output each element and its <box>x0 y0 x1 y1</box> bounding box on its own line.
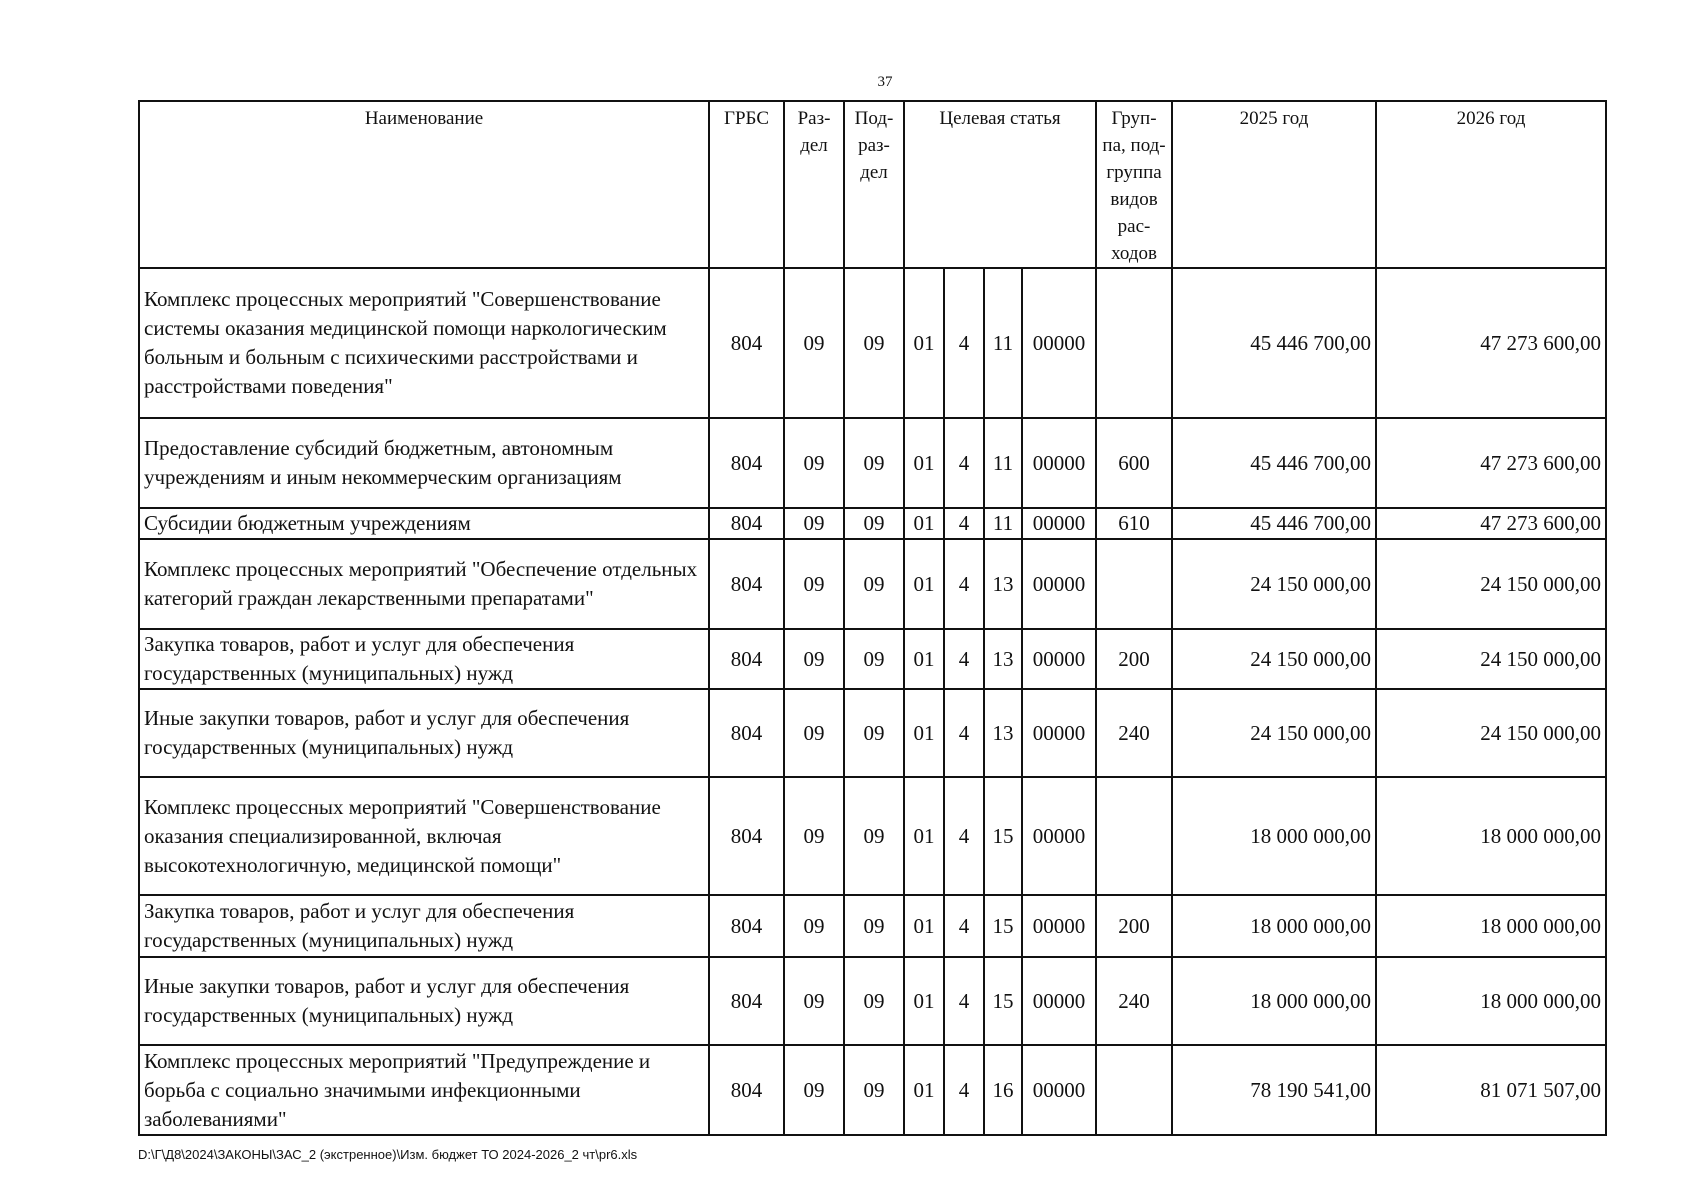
cell-amount-2026: 24 150 000,00 <box>1376 629 1606 689</box>
cell-target-program: 01 <box>904 957 944 1045</box>
cell-target-structure: 11 <box>984 268 1022 418</box>
cell-target-structure: 11 <box>984 418 1022 508</box>
cell-podrazdel: 09 <box>844 1045 904 1135</box>
cell-target-direction: 00000 <box>1022 957 1096 1045</box>
cell-target-type: 4 <box>944 689 984 777</box>
cell-target-program: 01 <box>904 689 944 777</box>
cell-name: Комплекс процессных мероприятий "Совершенствование системы оказания медицинской помощи наркологическим больным и больным с психическими расстройствами и расстройствами поведения" <box>139 268 709 418</box>
cell-podrazdel: 09 <box>844 629 904 689</box>
table-row <box>139 508 1606 539</box>
cell-amount-2025: 45 446 700,00 <box>1172 418 1376 508</box>
cell-expense-group <box>1096 268 1172 418</box>
cell-target-direction: 00000 <box>1022 777 1096 895</box>
cell-podrazdel: 09 <box>844 777 904 895</box>
cell-target-type: 4 <box>944 957 984 1045</box>
cell-target-structure: 13 <box>984 539 1022 629</box>
cell-amount-2025: 45 446 700,00 <box>1172 268 1376 418</box>
cell-name: Комплекс процессных мероприятий "Совершенствование оказания специализированной, включая высокотехнологичную, медицинской помощи" <box>139 777 709 895</box>
cell-podrazdel: 09 <box>844 539 904 629</box>
cell-target-program: 01 <box>904 418 944 508</box>
cell-amount-2026: 81 071 507,00 <box>1376 1045 1606 1135</box>
cell-expense-group <box>1096 777 1172 895</box>
table-row <box>139 957 1606 1045</box>
cell-razdel: 09 <box>784 957 844 1045</box>
cell-amount-2026: 18 000 000,00 <box>1376 895 1606 957</box>
cell-target-structure: 13 <box>984 629 1022 689</box>
header-grbs: ГРБС <box>709 101 784 268</box>
cell-target-type: 4 <box>944 777 984 895</box>
cell-target-type: 4 <box>944 629 984 689</box>
cell-target-direction: 00000 <box>1022 539 1096 629</box>
cell-amount-2026: 18 000 000,00 <box>1376 957 1606 1045</box>
cell-amount-2025: 24 150 000,00 <box>1172 689 1376 777</box>
cell-target-structure: 15 <box>984 957 1022 1045</box>
cell-razdel: 09 <box>784 268 844 418</box>
cell-target-structure: 16 <box>984 1045 1022 1135</box>
cell-amount-2025: 18 000 000,00 <box>1172 895 1376 957</box>
cell-razdel: 09 <box>784 629 844 689</box>
cell-target-direction: 00000 <box>1022 895 1096 957</box>
header-target-article: Целевая статья <box>904 101 1096 268</box>
cell-target-type: 4 <box>944 268 984 418</box>
cell-amount-2025: 18 000 000,00 <box>1172 957 1376 1045</box>
table-row <box>139 539 1606 629</box>
cell-target-type: 4 <box>944 539 984 629</box>
cell-target-structure: 11 <box>984 508 1022 539</box>
cell-amount-2025: 78 190 541,00 <box>1172 1045 1376 1135</box>
cell-grbs: 804 <box>709 777 784 895</box>
cell-amount-2026: 47 273 600,00 <box>1376 508 1606 539</box>
table-header-row <box>139 101 1606 268</box>
cell-amount-2026: 24 150 000,00 <box>1376 689 1606 777</box>
cell-grbs: 804 <box>709 268 784 418</box>
cell-amount-2025: 18 000 000,00 <box>1172 777 1376 895</box>
cell-grbs: 804 <box>709 539 784 629</box>
table-row <box>139 418 1606 508</box>
cell-podrazdel: 09 <box>844 895 904 957</box>
cell-target-program: 01 <box>904 1045 944 1135</box>
cell-expense-group: 240 <box>1096 957 1172 1045</box>
cell-name: Закупка товаров, работ и услуг для обеспечения государственных (муниципальных) нужд <box>139 629 709 689</box>
cell-razdel: 09 <box>784 1045 844 1135</box>
cell-amount-2026: 47 273 600,00 <box>1376 418 1606 508</box>
cell-expense-group: 200 <box>1096 895 1172 957</box>
cell-amount-2026: 18 000 000,00 <box>1376 777 1606 895</box>
cell-amount-2025: 24 150 000,00 <box>1172 539 1376 629</box>
cell-razdel: 09 <box>784 777 844 895</box>
header-podrazdel: Под- раз- дел <box>844 101 904 268</box>
cell-target-program: 01 <box>904 777 944 895</box>
header-name: Наименование <box>139 101 709 268</box>
cell-podrazdel: 09 <box>844 957 904 1045</box>
cell-name: Комплекс процессных мероприятий "Обеспечение отдельных категорий граждан лекарственными препаратами" <box>139 539 709 629</box>
cell-name: Иные закупки товаров, работ и услуг для обеспечения государственных (муниципальных) нужд <box>139 689 709 777</box>
table-row <box>139 895 1606 957</box>
cell-target-type: 4 <box>944 418 984 508</box>
cell-target-type: 4 <box>944 508 984 539</box>
budget-table <box>138 100 1607 1136</box>
cell-target-type: 4 <box>944 1045 984 1135</box>
cell-grbs: 804 <box>709 689 784 777</box>
cell-amount-2025: 45 446 700,00 <box>1172 508 1376 539</box>
table-row <box>139 689 1606 777</box>
cell-target-structure: 15 <box>984 895 1022 957</box>
cell-target-program: 01 <box>904 539 944 629</box>
header-year-2025: 2025 год <box>1172 101 1376 268</box>
cell-expense-group: 240 <box>1096 689 1172 777</box>
cell-razdel: 09 <box>784 539 844 629</box>
cell-podrazdel: 09 <box>844 418 904 508</box>
table-row <box>139 629 1606 689</box>
cell-podrazdel: 09 <box>844 268 904 418</box>
cell-target-program: 01 <box>904 268 944 418</box>
header-year-2026: 2026 год <box>1376 101 1606 268</box>
header-expense-group: Груп- па, под- группа видов рас- ходов <box>1096 101 1172 268</box>
table-row <box>139 1045 1606 1135</box>
cell-grbs: 804 <box>709 895 784 957</box>
cell-expense-group: 600 <box>1096 418 1172 508</box>
cell-name: Комплекс процессных мероприятий "Предупреждение и борьба с социально значимыми инфекционными заболеваниями" <box>139 1045 709 1135</box>
cell-target-direction: 00000 <box>1022 629 1096 689</box>
cell-razdel: 09 <box>784 895 844 957</box>
cell-target-direction: 00000 <box>1022 689 1096 777</box>
page-number: 37 <box>877 74 893 90</box>
cell-grbs: 804 <box>709 418 784 508</box>
cell-expense-group: 610 <box>1096 508 1172 539</box>
cell-target-direction: 00000 <box>1022 418 1096 508</box>
cell-razdel: 09 <box>784 508 844 539</box>
cell-grbs: 804 <box>709 508 784 539</box>
cell-target-direction: 00000 <box>1022 268 1096 418</box>
cell-name: Предоставление субсидий бюджетным, автономным учреждениям и иным некоммерческим организациям <box>139 418 709 508</box>
cell-target-program: 01 <box>904 508 944 539</box>
cell-target-program: 01 <box>904 895 944 957</box>
header-razdel: Раз- дел <box>784 101 844 268</box>
cell-grbs: 804 <box>709 629 784 689</box>
cell-amount-2025: 24 150 000,00 <box>1172 629 1376 689</box>
cell-target-program: 01 <box>904 629 944 689</box>
cell-target-structure: 13 <box>984 689 1022 777</box>
table-body <box>139 268 1606 1135</box>
cell-target-type: 4 <box>944 895 984 957</box>
cell-target-direction: 00000 <box>1022 1045 1096 1135</box>
cell-grbs: 804 <box>709 1045 784 1135</box>
cell-target-direction: 00000 <box>1022 508 1096 539</box>
cell-podrazdel: 09 <box>844 689 904 777</box>
cell-target-structure: 15 <box>984 777 1022 895</box>
cell-expense-group <box>1096 1045 1172 1135</box>
cell-name: Субсидии бюджетным учреждениям <box>139 508 709 539</box>
cell-expense-group <box>1096 539 1172 629</box>
cell-name: Иные закупки товаров, работ и услуг для обеспечения государственных (муниципальных) нужд <box>139 957 709 1045</box>
cell-podrazdel: 09 <box>844 508 904 539</box>
cell-razdel: 09 <box>784 689 844 777</box>
file-path-footer: D:\Г\Д8\2024\ЗАКОНЫ\ЗАС_2 (экстренное)\Изм. бюджет ТО 2024-2026_2 чт\pr6.xls <box>138 1147 638 1162</box>
cell-name: Закупка товаров, работ и услуг для обеспечения государственных (муниципальных) нужд <box>139 895 709 957</box>
cell-razdel: 09 <box>784 418 844 508</box>
cell-amount-2026: 24 150 000,00 <box>1376 539 1606 629</box>
cell-expense-group: 200 <box>1096 629 1172 689</box>
cell-grbs: 804 <box>709 957 784 1045</box>
table-row <box>139 777 1606 895</box>
cell-amount-2026: 47 273 600,00 <box>1376 268 1606 418</box>
table-row <box>139 268 1606 418</box>
